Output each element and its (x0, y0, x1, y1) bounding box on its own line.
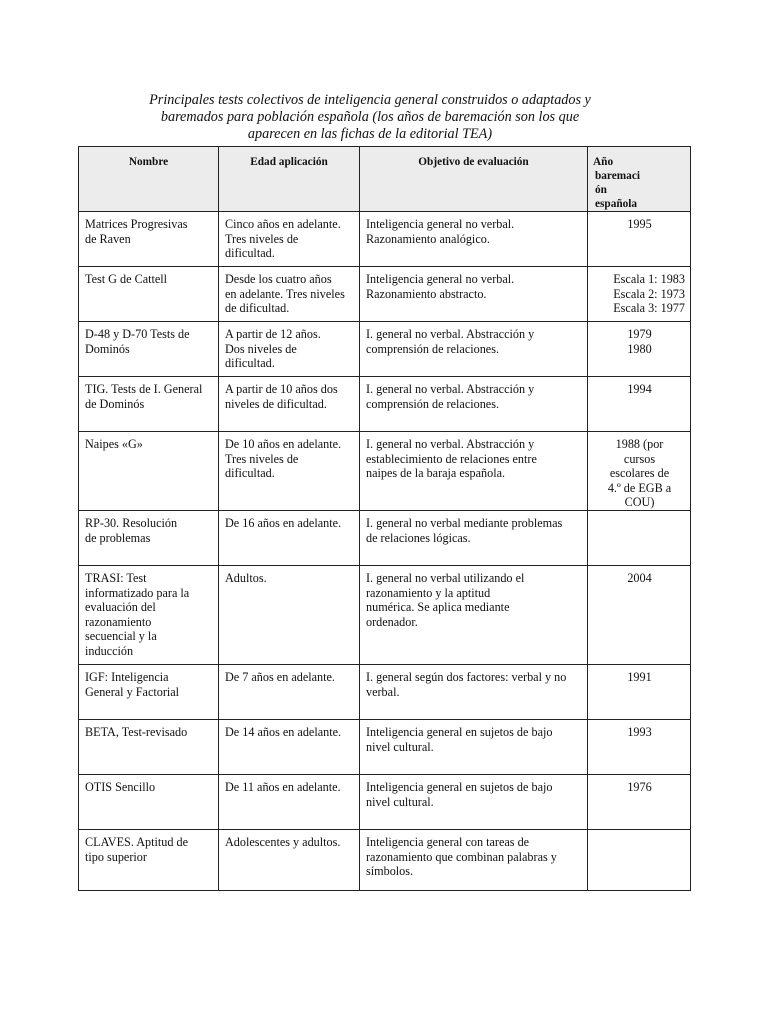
cell-objetivo (360, 774, 588, 829)
cell-nombre (79, 510, 219, 565)
cell-nombre (79, 774, 219, 829)
cell-line: informatizado para la (85, 585, 190, 600)
cell-line: Inteligencia general no verbal. (366, 217, 515, 231)
cell-line: 1976 (627, 779, 652, 794)
header-year-line: española (595, 198, 638, 210)
cell-line: cursos (623, 451, 656, 466)
cell-edad-aplicacion (219, 565, 360, 664)
cell-line: OTIS Sencillo (85, 779, 156, 794)
cell-line: Inteligencia general en sujetos de bajo (366, 724, 553, 739)
cell-line: naipes de la baraja española. (366, 466, 506, 481)
cell-line: De 11 años en adelante. (225, 779, 341, 794)
cell-line: Inteligencia general con tareas de (366, 834, 530, 849)
cell-line: IGF: Inteligencia (85, 669, 169, 684)
cell-line: Naipes «G» (85, 437, 143, 451)
intelligence-tests-table (78, 146, 691, 891)
cell-line: tipo superior (85, 849, 147, 864)
cell-edad-aplicacion (219, 212, 360, 267)
cell-line: Dos niveles de (225, 341, 297, 356)
cell-edad-aplicacion (219, 829, 360, 890)
cell-line: comprensión de relaciones. (366, 341, 499, 356)
cell-line: D-48 y D-70 Tests de (85, 327, 190, 341)
cell-ano-baremacion (588, 510, 691, 565)
cell-line: I. general no verbal mediante problemas (366, 515, 563, 530)
cell-line: de problemas (85, 530, 151, 545)
header-objetivo-evaluacion: Objetivo de evaluación (360, 147, 588, 212)
cell-line: CLAVES. Aptitud de (85, 834, 189, 849)
cell-edad-aplicacion (219, 322, 360, 377)
header-year-line: ón (595, 184, 607, 196)
cell-line: 1979 (627, 327, 652, 341)
cell-line: RP-30. Resolución (85, 515, 178, 530)
cell-line: dificultad. (225, 466, 275, 481)
cell-ano-baremacion (588, 829, 691, 890)
cell-line: 2004 (627, 570, 652, 585)
cell-edad-aplicacion (219, 664, 360, 719)
cell-objetivo (360, 719, 588, 774)
caption-line: aparecen en las fichas de la editorial TEA) (247, 126, 493, 142)
cell-line: razonamiento que combinan palabras y (366, 849, 557, 864)
table-row (79, 829, 691, 890)
cell-objetivo (360, 565, 588, 664)
cell-line: 1994 (627, 382, 652, 396)
cell-line: 1995 (627, 217, 652, 231)
cell-line: Adolescentes y adultos. (225, 834, 341, 849)
cell-line: de Raven (85, 231, 131, 246)
table-row (79, 322, 691, 377)
cell-line: dificultad. (225, 356, 275, 371)
cell-line: de Dominós (85, 396, 145, 411)
cell-line: establecimiento de relaciones entre (366, 451, 537, 466)
cell-line: I. general no verbal. Abstracción y (366, 327, 535, 341)
table-row (79, 510, 691, 565)
cell-objetivo (360, 212, 588, 267)
cell-nombre (79, 377, 219, 432)
cell-line: COU) (624, 495, 655, 510)
cell-line: I. general no verbal. Abstracción y (366, 382, 535, 396)
header-year-line: baremaci (595, 170, 640, 182)
cell-edad-aplicacion (219, 774, 360, 829)
cell-objetivo (360, 432, 588, 511)
cell-line: 1988 (por (615, 437, 664, 451)
header-edad-aplicacion: Edad aplicación (219, 147, 360, 212)
cell-ano-baremacion (588, 664, 691, 719)
cell-line: Inteligencia general en sujetos de bajo (366, 779, 553, 794)
table-row (79, 212, 691, 267)
cell-nombre (79, 719, 219, 774)
table-row (79, 377, 691, 432)
cell-objetivo (360, 510, 588, 565)
cell-line: Matrices Progresivas (85, 217, 188, 231)
cell-line: Razonamiento abstracto. (366, 286, 487, 301)
cell-line: Dominós (85, 341, 130, 356)
cell-ano-baremacion (588, 322, 691, 377)
cell-line: inducción (85, 643, 134, 658)
cell-line: nivel cultural. (366, 794, 434, 809)
header-nombre: Nombre (79, 147, 219, 212)
cell-line: Tres niveles de (225, 231, 299, 246)
cell-nombre (79, 565, 219, 664)
cell-nombre (79, 267, 219, 322)
cell-edad-aplicacion (219, 719, 360, 774)
cell-ano-baremacion (588, 774, 691, 829)
cell-line: evaluación del (85, 600, 156, 615)
cell-line: 1980 (627, 341, 652, 356)
cell-line: Razonamiento analógico. (366, 231, 490, 246)
cell-line: Cinco años en adelante. (225, 217, 341, 231)
cell-nombre (79, 829, 219, 890)
cell-nombre (79, 664, 219, 719)
cell-line: Escala 1: 1983 (613, 272, 685, 286)
cell-line: Test G de Cattell (85, 272, 168, 286)
cell-line: razonamiento (85, 614, 152, 629)
cell-line: BETA, Test-revisado (85, 724, 188, 739)
cell-line: A partir de 12 años. (225, 327, 321, 341)
cell-line: De 7 años en adelante. (225, 669, 335, 684)
table-header-row (79, 147, 691, 212)
table-row (79, 664, 691, 719)
cell-line: TRASI: Test (85, 570, 147, 585)
cell-objetivo (360, 267, 588, 322)
cell-line: Escala 3: 1977 (613, 301, 685, 316)
cell-line: símbolos. (366, 864, 414, 879)
cell-line: General y Factorial (85, 684, 180, 699)
cell-ano-baremacion (588, 565, 691, 664)
cell-line: De 10 años en adelante. (225, 437, 342, 451)
cell-edad-aplicacion (219, 377, 360, 432)
cell-ano-baremacion (588, 719, 691, 774)
cell-line: A partir de 10 años dos (225, 382, 338, 396)
cell-line: Adultos. (225, 570, 267, 585)
caption-line: baremados para población española (los años de baremación son los que (160, 109, 580, 125)
cell-line: razonamiento y la aptitud (366, 585, 491, 600)
cell-line: comprensión de relaciones. (366, 396, 499, 411)
header-year-line: Año (593, 156, 614, 168)
table-caption (100, 92, 640, 143)
cell-line: I. general no verbal. Abstracción y (366, 437, 535, 451)
cell-objetivo (360, 829, 588, 890)
table-row (79, 774, 691, 829)
cell-line: Desde los cuatro años (225, 272, 332, 286)
cell-line: 4.º de EGB a (607, 480, 672, 495)
cell-ano-baremacion (588, 212, 691, 267)
cell-objetivo (360, 322, 588, 377)
cell-nombre (79, 322, 219, 377)
cell-line: Escala 2: 1973 (613, 286, 685, 301)
cell-line: verbal. (366, 684, 400, 699)
cell-line: en adelante. Tres niveles (225, 286, 345, 301)
cell-objetivo (360, 664, 588, 719)
cell-ano-baremacion (588, 432, 691, 511)
cell-line: secuencial y la (85, 629, 157, 644)
table-row (79, 565, 691, 664)
cell-edad-aplicacion (219, 267, 360, 322)
cell-line: Inteligencia general no verbal. (366, 272, 515, 286)
table-row (79, 719, 691, 774)
cell-line: De 16 años en adelante. (225, 515, 342, 530)
cell-edad-aplicacion (219, 510, 360, 565)
cell-line: escolares de (609, 466, 670, 481)
cell-line: de dificultad. (225, 301, 290, 316)
cell-objetivo (360, 377, 588, 432)
cell-line: De 14 años en adelante. (225, 724, 342, 739)
header-ano-baremacion (588, 147, 691, 212)
cell-line: I. general según dos factores: verbal y no (366, 669, 567, 684)
cell-edad-aplicacion (219, 432, 360, 511)
cell-line: dificultad. (225, 246, 275, 261)
cell-ano-baremacion (588, 377, 691, 432)
cell-line: numérica. Se aplica mediante (366, 600, 510, 615)
cell-line: TIG. Tests de I. General (85, 382, 203, 396)
cell-line: nivel cultural. (366, 739, 434, 754)
cell-nombre (79, 432, 219, 511)
cell-line: Tres niveles de (225, 451, 299, 466)
cell-line: ordenador. (366, 614, 418, 629)
table-row (79, 432, 691, 511)
cell-line: I. general no verbal utilizando el (366, 570, 525, 585)
table-row (79, 267, 691, 322)
cell-line: 1993 (627, 724, 652, 739)
cell-line: niveles de dificultad. (225, 396, 327, 411)
caption-line: Principales tests colectivos de inteligencia general construidos o adaptados y (149, 92, 591, 108)
cell-line: 1991 (627, 669, 652, 684)
cell-line: de relaciones lógicas. (366, 530, 471, 545)
cell-nombre (79, 212, 219, 267)
cell-ano-baremacion (588, 267, 691, 322)
